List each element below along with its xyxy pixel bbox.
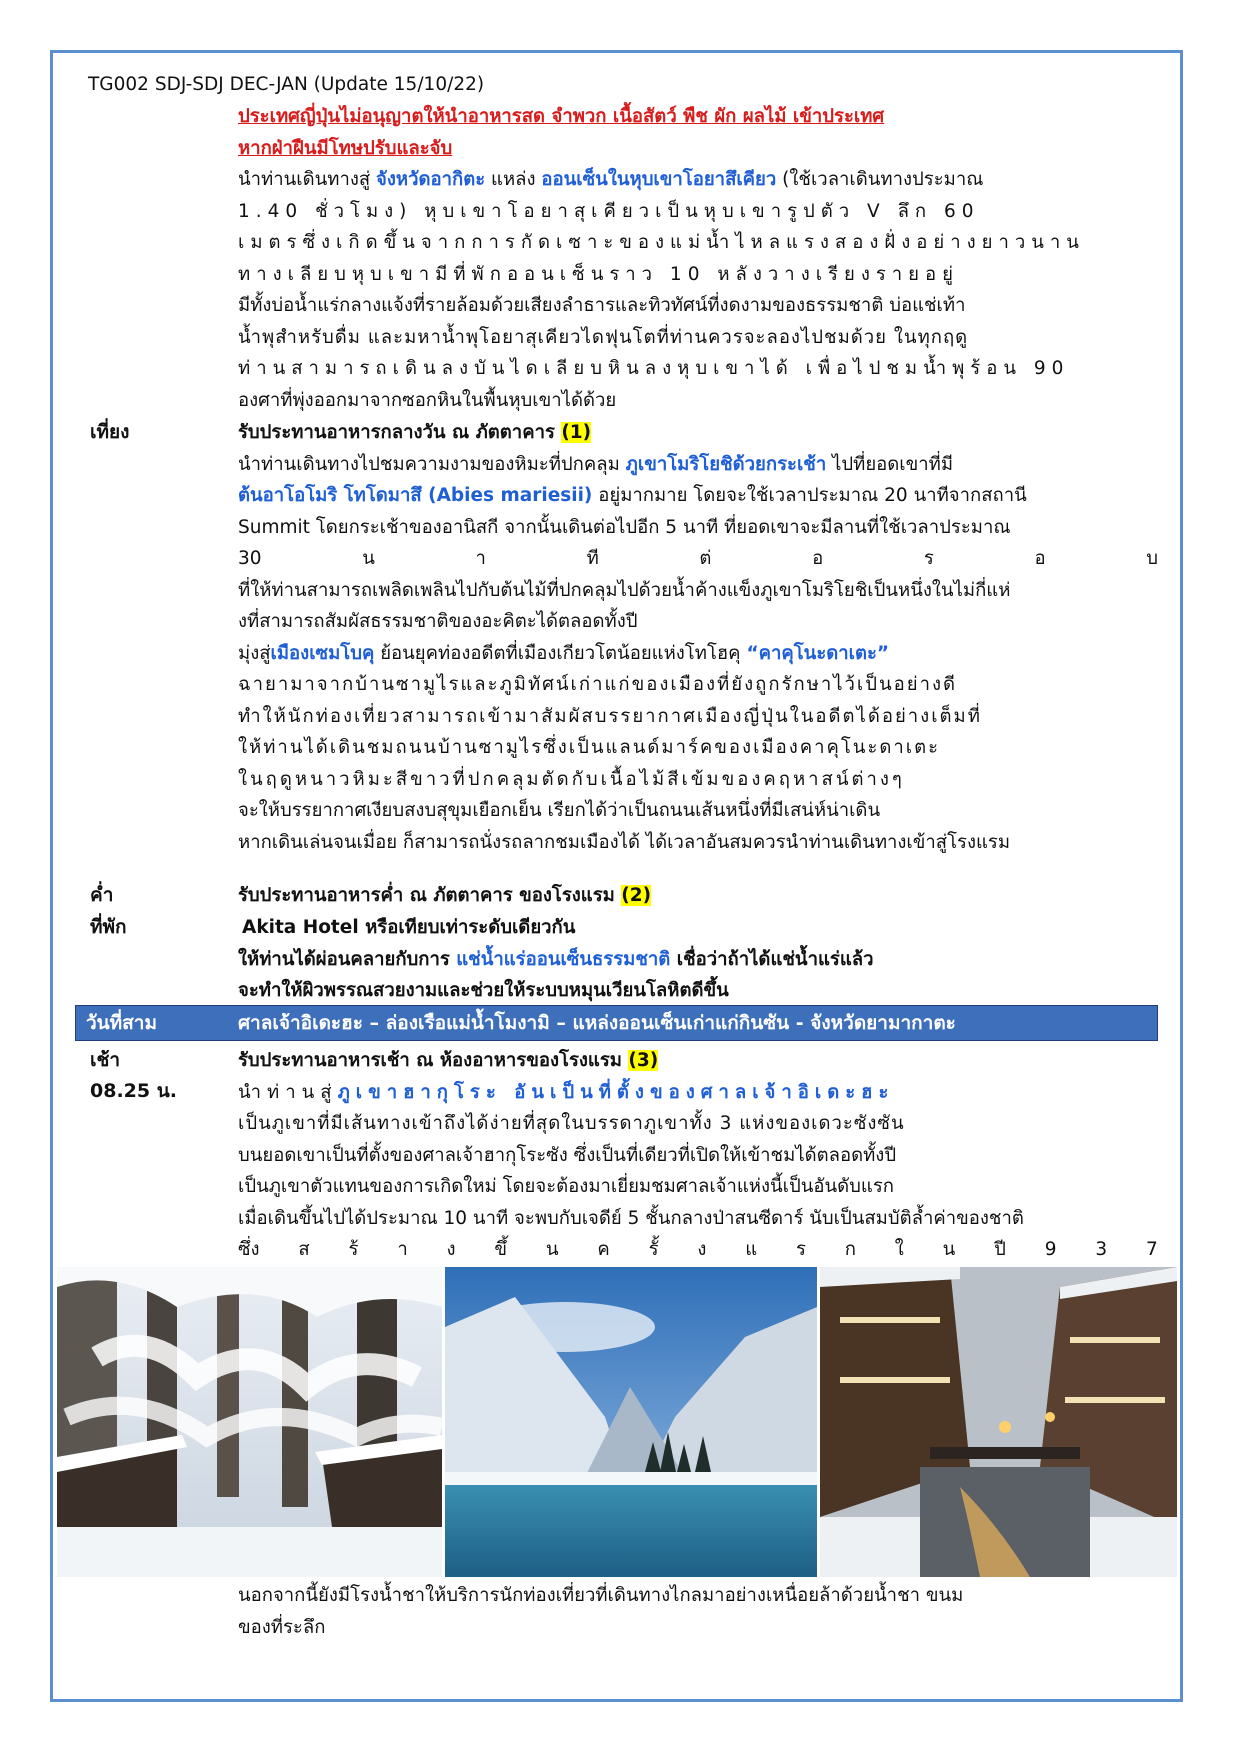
body-text: ในฤดูหนาวหิมะสีขาวที่ปกคลุมตัดกับเนื้อไม้สีเข้มของคฤหาสน์ต่างๆ [238,768,905,790]
haguro-name: ภูเขาฮากุโระ อันเป็นที่ตั้งของศาลเจ้าอิเดะฮะ [337,1081,895,1103]
oyasukyo-paragraph [238,164,1158,416]
intro-text: นำท่านเดินทางสู่ [238,169,377,190]
spread-char: ขึ้ [494,1239,508,1258]
body-text: เมื่อเดินขึ้นไปได้ประมาณ 10 นาที จะพบกับเจดีย์ 5 ชั้นกลางป่าสนซีดาร์ นับเป็นสมบัติล้ำค่าของชาติ [238,1207,1024,1229]
intro-text: (ใช้เวลาเดินทางประมาณ [776,169,984,190]
spread-char: ต่ [699,548,712,569]
dinner-title-text: รับประทานอาหารค่ำ ณ ภัตตาคาร ของโรงแรม [238,885,622,906]
body-text: เป็นภูเขาตัวแทนของการเกิดใหม่ โดยจะต้องมาเยี่ยมชมศาลเจ้าแห่งนี้เป็นอันดับแรก [238,1176,894,1197]
body-text: อยู่มากมาย โดยจะใช้เวลาประมาณ 20 นาทีจากสถานี [592,485,1027,506]
body-text: ย้อนยุคท่องอดีตที่เมืองเกียวโตน้อยแห่งโทโฮคุ [374,642,747,664]
intro-text: มีทั้งบ่อน้ำแร่กลางแจ้งที่รายล้อมด้วยเสียงลำธารและทิวทัศน์ที่งดงามของธรรมชาติ บ่อแช่เท้า [238,295,966,316]
day-number: วันที่สาม [86,1012,157,1034]
body-text: งที่สามารถสัมผัสธรรมชาติของอะคิตะได้ตลอดทั้งปี [238,611,638,632]
mogami-river-mountain-photo [445,1267,817,1577]
spread-char: า [397,1239,408,1258]
spread-char: น [942,1239,956,1258]
spread-char: ค [597,1239,610,1258]
teahouse-paragraph [238,1580,1158,1643]
body-text: ฉายามาจากบ้านซามูไรและภูมิทัศน์เก่าแก่ของเมืองที่ยังถูกรักษาไว้เป็นอย่างดี [238,674,958,695]
spread-char: ร้ [348,1239,359,1258]
body-text: ให้ท่านได้เดินชมถนนบ้านซามูไรซึ่งเป็นแลนด์มาร์คของเมืองคาคุโนะดาเตะ [238,737,941,758]
body-text: นำท่านเดินทางไปชมความงามของหิมะที่ปกคลุม [238,453,626,475]
meal-number-badge: (1) [561,422,592,443]
haguro-paragraph [238,1077,1158,1259]
meal-number-badge: (3) [628,1050,659,1071]
onsen-name: แช่น้ำแร่ออนเซ็นธรรมชาติ [456,948,671,970]
lunch-label: เที่ยง [90,421,130,443]
semboku-name: เมืองเซมโบคุ [270,642,375,664]
body-text: ไปที่ยอดเขาที่มี [826,453,954,475]
body-text: นำท่านสู่ [238,1081,338,1103]
snowy-shrine-forest-photo [57,1267,442,1577]
day-header-bar [75,1005,1158,1041]
moriyoshi-paragraph [238,449,1158,638]
intro-text: 1.40 ชั่วโมง) หุบเขาโอยาสุเคียวเป็นหุบเขารูปตัว V ลึก 60 [238,200,980,222]
body-text: จะทำให้ผิวพรรณสวยงามและช่วยให้ระบบหมุนเวียนโลหิตดีขึ้น [238,980,729,1001]
spread-char: ร [796,1239,806,1258]
spread-char: ปี [994,1239,1006,1258]
notice-line-1: ประเทศญี่ปุ่นไม่อนุญาตให้นำอาหารสด จำพวก เนื้อสัตว์ พืช ผัก ผลไม้ เข้าประเทศ [238,106,885,127]
body-text: หากเดินเล่นจนเมื่อย ก็สามารถนั่งรถลากชมเมืองได้ ได้เวลาอันสมควรนำท่านเดินทางเข้าสู่โรงแรม [238,831,1011,853]
body-text: Summit โดยกระเช้าของอานิสกี จากนั้นเดินต่อไปอีก 5 นาที ที่ยอดเขาจะมีลานที่ใช้เวลาประมาณ [238,516,1011,538]
import-notice [238,101,1158,164]
lunch-title-text: รับประทานอาหารกลางวัน ณ ภัตตาคาร [238,422,562,443]
body-text: เชื่อว่าถ้าได้แช่น้ำแร่แล้ว [670,948,874,970]
spread-char: แ [745,1239,758,1258]
spread-char: ส [298,1239,310,1258]
lunch-title [238,417,1158,449]
spread-char: บ [1146,548,1158,569]
spread-char: ใ [894,1239,904,1258]
body-text: ทำให้นักท่องเที่ยวสามารถเข้ามาสัมผัสบรรยากาศเมืองญี่ปุ่นในอดีตได้อย่างเต็มที่ [238,705,982,727]
intro-text: ท่านสามารถเดินลงบันไดเลียบหินลงหุบเขาได้ เพื่อไปชมน้ำพุร้อน 90 [238,358,1070,379]
photo-strip [57,1267,1177,1577]
abies-name: ต้นอาโอโมริ โทโดมาสึ (Abies mariesii) [238,485,593,506]
body-text: นอกจากนี้ยังมีโรงน้ำชาให้บริการนักท่องเที่ยวที่เดินทางไกลมาอย่างเหนื่อยล้าด้วยน้ำชา ขนม [238,1585,964,1606]
intro-text: เมตรซึ่งเกิดขึ้นจากการกัดเซาะของแม่น้ำไหลแรงสองฝั่งอย่างยาวนาน [238,232,1085,253]
moriyoshi-name: ภูเขาโมริโยชิด้วยกระเช้า [625,453,827,475]
breakfast-title [238,1045,1158,1077]
kakunodate-paragraph [238,638,1158,859]
breakfast-title-text: รับประทานอาหารเช้า ณ ห้องอาหารของโรงแรม [238,1050,629,1071]
spread-char: 7 [1145,1239,1158,1258]
body-text: จะให้บรรยากาศเงียบสงบสุขุมเยือกเย็น เรียกได้ว่าเป็นถนนเส้นหนึ่งที่มีเสน่ห์น่าเดิน [238,800,881,821]
ginzan-onsen-town-photo [820,1267,1177,1577]
spread-line [238,1234,1158,1258]
spread-char: ง [697,1239,707,1258]
spread-char: 30 [238,548,262,569]
spread-line [238,543,1158,575]
spread-char: น [545,1239,559,1258]
intro-text: ทางเลียบหุบเขามีที่พักออนเซ็นราว 10 หลังวางเรียงรายอยู่ [238,263,959,285]
body-text: ให้ท่านได้ผ่อนคลายกับการ [238,948,457,970]
spread-char: ร [923,548,934,569]
closing-section [238,1580,1158,1643]
spread-char: 9 [1044,1239,1057,1258]
meal-number-badge: (2) [621,885,652,906]
body-text: มุ่งสู่ [238,642,271,664]
breakfast-time: 08.25 น. [90,1080,177,1102]
spread-char: รั้ [648,1239,659,1258]
spread-char: 3 [1095,1239,1108,1258]
hotel-section [238,912,1158,1007]
intro-text: น้ำพุสำหรับดื่ม และมหาน้ำพุโอยาสุเคียวไดฟุนโตที่ท่านควรจะลองไปชมด้วย ในทุกฤดู [238,326,969,348]
breakfast-label: เช้า [90,1049,121,1071]
spread-char: ก [844,1239,856,1258]
spread-char: ง [446,1239,456,1258]
notice-line-2: หากฝ่าฝืนมีโทษปรับและจับ [238,137,453,159]
oyasukyo-name: ออนเซ็นในหุบเขาโอยาสึเคียว [541,169,777,190]
hotel-name: Akita Hotel [242,917,359,938]
hotel-name-rest: หรือเทียบเท่าระดับเดียวกัน [358,917,576,938]
body-text: ของที่ระลึก [238,1616,326,1638]
dinner-section [238,880,1158,912]
intro-text: แหล่ง [485,169,542,190]
spread-char: า [475,548,486,569]
body-text: ที่ให้ท่านสามารถเพลิดเพลินไปกับต้นไม้ที่ปกคลุมไปด้วยน้ำค้างแข็งภูเขาโมริโยชิเป็นหนึ่งในไม่กี่แห่ [238,579,1011,601]
kakunodate-name: “คาคุโนะดาเตะ” [746,642,890,664]
spread-char: ซึ่ง [238,1239,260,1258]
body-text: บนยอดเขาเป็นที่ตั้งของศาลเจ้าฮากุโระซัง ซึ่งเป็นที่เดียวที่เปิดให้เข้าชมได้ตลอดทั้งปี [238,1144,897,1166]
spread-char: อ [1034,548,1046,569]
intro-text: องศาที่พุ่งออกมาจากซอกหินในพื้นหุบเขาได้ด้วย [238,389,617,411]
document-code: TG002 SDJ-SDJ DEC-JAN (Update 15/10/22) [88,74,485,95]
day-title: ศาลเจ้าอิเดะฮะ – ล่องเรือแม่น้ำโมงามิ – แหล่งออนเซ็นเก่าแก่กินซัน - จังหวัดยามากาตะ [238,1012,956,1034]
spread-char: ที [586,548,599,569]
body-text: เป็นภูเขาที่มีเส้นทางเข้าถึงได้ง่ายที่สุดในบรรดาภูเขาทั้ง 3 แห่งของเดวะซังซัน [238,1113,905,1134]
dinner-label: ค่ำ [90,884,114,906]
spread-char: น [362,548,375,569]
hotel-label: ที่พัก [90,916,127,938]
spread-char: อ [812,548,824,569]
lunch-section [238,417,1158,858]
breakfast-section [238,1045,1158,1258]
intro-section [238,101,1158,416]
akita-link: จังหวัดอากิตะ [376,169,486,190]
